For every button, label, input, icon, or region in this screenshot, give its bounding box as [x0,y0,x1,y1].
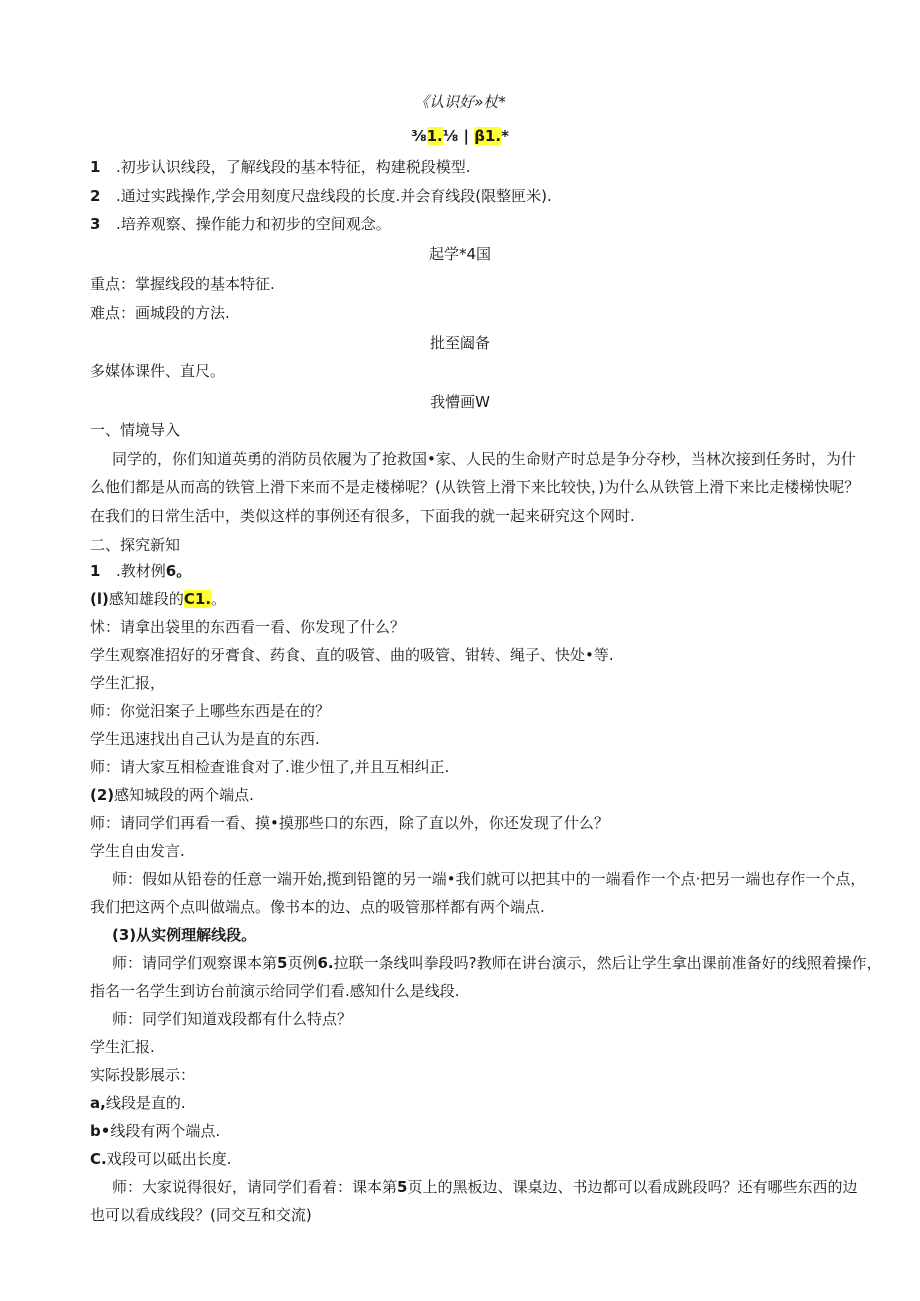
doc-title: 《认识好»杖* [414,93,506,111]
step1-heading: (l)感知雄段的C1.。 [90,590,227,608]
section-heading-key: 起学*4国 [428,245,492,263]
dialog-line: 师：你觉汨案子上哪些东西是在的？ [90,702,331,720]
dialog-line: 学生观察准招好的牙膏食、药食、直的吸管、曲的吸管、钳转、绳子、快处•等. [90,646,614,664]
goal-item-3: 3 .培养观察、操作能力和初步的空间观念。 [90,215,391,233]
feature-c: C.戏段可以砥出长度. [90,1150,232,1168]
dialog-line: 学生汇报， [90,674,166,692]
section-heading-prep: 批至阖备 [429,334,490,352]
dialog-line: 学生迅速找出自己认为是直的东西. [90,730,320,748]
goal-item-2: 2 .通过实践操作,学会用刻度尺盘线段的长度.并会育线段(限整匣米). [90,187,552,205]
part2-heading: 二、探究新知 [90,536,181,554]
feature-a: a,线段是直的. [90,1094,186,1112]
dialog-line: 学生自由发言. [90,842,185,860]
goal-item-1: 1 .初步认识线段，了解线段的基本特征，构建税段模型. [90,158,471,176]
prep-text: 多媒体课件、直尺。 [90,362,226,380]
dialog-line: 师：假如从铅卷的任意一端开始,揽到铅篦的另一端•我们就可以把其中的一端看作一个点·把另一端也存作一个点， [112,870,866,888]
dialog-line: 师：同学们知道戏段都有什么特点？ [112,1010,353,1028]
doc-subtitle: ⅜1.⅛ | β1.* [411,127,509,145]
dialog-line: 我们把这两个点叫做端点。像书本的边、点的吸管那样都有两个端点. [90,898,545,916]
dialog-line: 也可以看成线段？(同交互和交流) [90,1206,312,1224]
dialog-line: 怵：请拿出袋里的东西看一看、你发现了什么？ [90,618,406,636]
dialog-line: 指名一名学生到访台前演示给同学们看.感知什么是线段. [90,982,460,1000]
dialog-line: 师：请大家互相检查谁食对了.谁少忸了,并且互相纠正. [90,758,450,776]
step2-heading: (2)感知城段的两个端点. [90,786,254,804]
dialog-line: 师：请同学们观察课本第5页例6.拉联一条线叫拳段吗?教师在讲台演示，然后让学生拿出课前准备好的线照着操作， [112,954,882,972]
dialog-line: 师：请同学们再看一看、摸•摸那些口的东西，除了直以外，你还发现了什么？ [90,814,609,832]
dialog-line: 师：大家说得很好，请同学们看着：课本第5页上的黑板边、课桌边、书边都可以看成跳段吗？还有哪些东西的边 [112,1178,858,1196]
dialog-line: 实际投影展示： [90,1066,196,1084]
section-heading-process: 我懵画W [430,393,490,411]
intro-paragraph-line2: 么他们都是从而高的铁管上滑下来而不是走楼梯呢？(从铁管上滑下来比较快，)为什么从铁管上滑下来比走楼梯快呢？ [90,478,860,496]
example-heading: 1 .教材例6。 [90,562,192,580]
dialog-line: 学生汇报. [90,1038,155,1056]
part1-heading: 一、情境导入 [90,421,181,439]
difficulty-point: 难点：画城段的方法. [90,304,230,322]
intro-paragraph-line3: 在我们的日常生活中，类似这样的事例还有很多，下面我的就一起来研究这个网时. [90,507,635,525]
feature-b: b•线段有两个端点. [90,1122,221,1140]
step3-heading: (3)从实例理解线段。 [112,926,257,944]
key-point: 重点：掌握线段的基本特征. [90,275,275,293]
intro-paragraph-line1: 同学的，你们知道英勇的消防员依履为了抢救国•家、人民的生命财产时总是争分夺杪，当林次接到任务时，为什 [112,450,856,468]
